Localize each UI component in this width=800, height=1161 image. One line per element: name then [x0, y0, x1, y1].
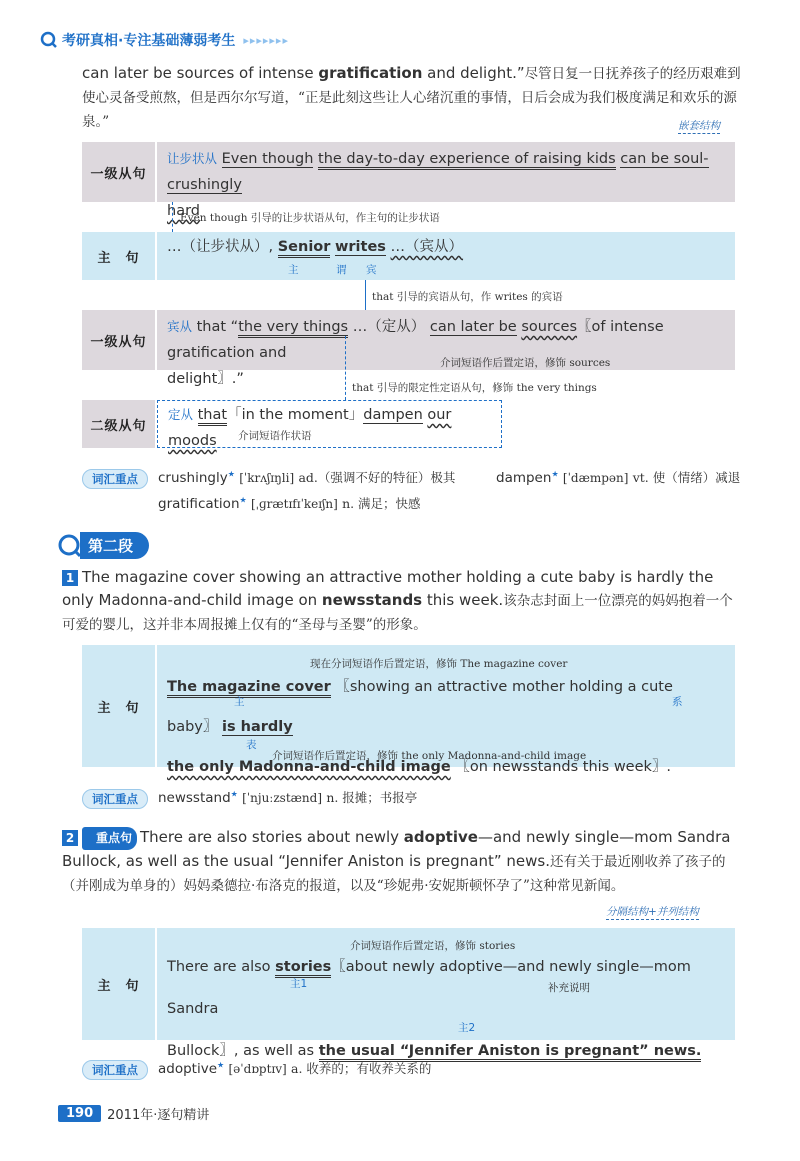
main-subject-2: the usual “Jennifer Aniston is pregnant” news.: [319, 1043, 702, 1062]
clause-content-4: 定从 that「in the moment」dampen our moods: [157, 400, 502, 448]
main-subject: Senior: [278, 239, 331, 258]
vocab-pill-2: 词汇重点: [82, 788, 148, 807]
sentence-2: 2 重点句 There are also stories about newly adoptive—and newly single—mom Sandra Bullock, as well as the usual “Jennifer Aniston is pregnant” news.还有关于最近刚收养了孩子的（并刚成为单身的）妈妈桑德拉·布洛克的报道，以及“珍妮弗·安妮斯顿怀孕了”这种常见新闻。: [62, 828, 731, 894]
marker-verb: 系: [672, 696, 683, 708]
clause-label-5: 主 句: [82, 645, 155, 767]
clause-content-3: 宾从 that “the very things …（定从） can later be sources〖of intense gratification and delight〗.”: [157, 310, 735, 370]
connector-line-2: [365, 280, 366, 310]
connector-line-1: [172, 202, 173, 232]
concession-complement: hard: [167, 203, 200, 219]
clause-content-1: 让步状从 Even though the day-to-day experience of raising kids can be soul-crushingly hard: [157, 142, 735, 202]
concession-predicate: can be soul-crushingly: [167, 151, 709, 193]
marker-subject: 主: [288, 264, 299, 276]
star-icon: ★: [230, 789, 238, 799]
search-logo-icon: [40, 31, 58, 49]
main-subject: The magazine cover: [167, 679, 331, 698]
clause-label-4: 二级从句: [82, 400, 155, 448]
header-arrows: ▸▸▸▸▸▸▸: [243, 33, 289, 47]
page-header: [40, 30, 289, 50]
clause-content-6: There are also stories〖about newly adoptive—and newly single—mom Sandra Bullock〗, as well as the usual “Jennifer Aniston is pregnant” news.: [157, 928, 735, 1040]
note-1: Even though 引导的让步状语从句，作主句的让步状语: [180, 212, 440, 224]
object-clause-complement: sources: [521, 319, 578, 335]
attr-clause-verb: dampen: [363, 407, 423, 423]
marker-subject-1: 主1: [290, 978, 308, 990]
note-5-top: 现在分词短语作后置定语，修饰 The magazine cover: [310, 658, 568, 670]
section-title: 第二段: [80, 532, 149, 559]
main-object: …（宾从）: [390, 239, 464, 255]
search-logo-icon: [58, 534, 82, 558]
key-sentence-flag: 重点句: [82, 827, 137, 850]
marker-subject: 主: [234, 696, 245, 708]
para1-en-c: and delight.”: [422, 64, 525, 82]
clause-label-6: 主 句: [82, 928, 155, 1040]
main-linking-verb: is hardly: [221, 719, 293, 735]
note-3: that 引导的限定性定语从句，修饰 the very things: [352, 382, 597, 394]
main-predicative: the only Madonna-and-child image: [167, 759, 451, 775]
vocab-item-crushingly: crushingly★ [ˈkrʌʃɪŋli] ad.（强调不好的特征）极其: [158, 469, 456, 486]
concession-conj: Even though: [221, 151, 314, 167]
sentence-number: 2: [62, 830, 78, 846]
vocab-pill-3: 词汇重点: [82, 1059, 148, 1078]
clause-label-3: 一级从句: [82, 310, 155, 370]
marker-subject-2: 主2: [458, 1022, 476, 1034]
star-icon: ★: [239, 495, 247, 505]
main-verb: writes: [335, 239, 386, 255]
clause-content-5: The magazine cover 〖showing an attractive mother holding a cute baby〗 is hardly the only Madonna-and-child image 〖on newsstands this week〗.: [157, 645, 735, 767]
page-footer: [58, 1104, 209, 1123]
vocab-item-gratification: gratification★ [ˌɡrætɪfɪˈkeɪʃn] n. 满足；快感: [158, 495, 421, 512]
note-5-bottom: 介词短语作后置定语，修饰 the only Madonna-and-child image: [272, 750, 587, 762]
header-title: 考研真相·专注基础薄弱考生: [62, 33, 236, 49]
attr-clause-subject: that: [198, 407, 227, 426]
clause-label-1: 一级从句: [82, 142, 155, 202]
connector-line-3: [345, 336, 346, 400]
clause-content-2: …（让步状从）, Senior writes …（宾从）: [157, 232, 735, 280]
marker-verb: 谓: [336, 264, 347, 276]
para1-keyword: gratification: [318, 64, 423, 82]
star-icon: ★: [227, 469, 235, 479]
s2-translation: 还有关于最近刚收养了孩子的（并刚成为单身的）妈妈桑德拉·布洛克的报道，以及“珍妮弗·安妮斯顿怀孕了”这种常见新闻。: [62, 854, 726, 894]
object-clause-predicate: can later be: [429, 319, 517, 335]
vocab-item-newsstand: newsstand★ [ˈnjuːzstænd] n. 报摊；书报亭: [158, 789, 418, 806]
note-3-inner: 介词短语作后置定语，修饰 sources: [440, 357, 611, 369]
note-6-top: 介词短语作后置定语，修饰 stories: [350, 940, 516, 952]
s2-keyword: adoptive: [403, 828, 478, 846]
para1-en-a: can later be sources of intense: [82, 64, 319, 82]
main-subject-1: stories: [275, 959, 331, 978]
section-heading: [58, 532, 149, 559]
star-icon: ★: [551, 469, 559, 479]
paragraph-continuation: [82, 62, 746, 134]
vocab-pill-1: 词汇重点: [82, 468, 148, 487]
attr-clause-object: our moods: [168, 407, 452, 449]
vocab-item-dampen: dampen★ [ˈdæmpən] vt. 使（情绪）减退: [496, 469, 741, 486]
note-4: 介词短语作状语: [238, 430, 312, 442]
sentence-number: 1: [62, 570, 78, 586]
s1-keyword: newsstands: [321, 591, 423, 609]
concession-subject: the day-to-day experience of raising kids: [318, 151, 616, 170]
s1-translation: 该杂志封面上一位漂亮的妈妈抱着一个可爱的婴儿，这并非本周报摊上仅有的“圣母与圣婴”的形象。: [62, 593, 733, 633]
para1-translation: 尽管日复一日抚养孩子的经历艰难到使心灵备受煎熬，但是西尔尔写道，“正是此刻这些让人心绪沉重的事情，日后会成为我们极度满足和欢乐的源泉。”: [82, 66, 741, 130]
footer-text: 2011年·逐句精讲: [107, 1108, 210, 1123]
sentence-1: 1 The magazine cover showing an attractive mother holding a cute baby is hardly the only Madonna-and-child image on newsstands this week.该杂志封面上一位漂亮的妈妈抱着一个可爱的婴儿，这并非本周报摊上仅有的“圣母与圣婴”的形象。: [62, 568, 733, 633]
star-icon: ★: [217, 1060, 225, 1070]
object-clause-subject: the very things: [238, 319, 348, 338]
structure-tag-1: 嵌套结构: [678, 120, 720, 132]
note-2: that 引导的宾语从句，作 writes 的宾语: [372, 291, 563, 303]
page-number: 190: [58, 1105, 101, 1122]
marker-object: 宾: [366, 264, 377, 276]
structure-tag-2: 分隔结构+并列结构: [606, 906, 699, 918]
marker-predicative: 表: [246, 739, 257, 751]
clause-label-2: 主 句: [82, 232, 155, 280]
vocab-item-adoptive: adoptive★ [əˈdɒptɪv] a. 收养的；有收养关系的: [158, 1060, 432, 1077]
note-6-sup: 补充说明: [548, 982, 590, 994]
